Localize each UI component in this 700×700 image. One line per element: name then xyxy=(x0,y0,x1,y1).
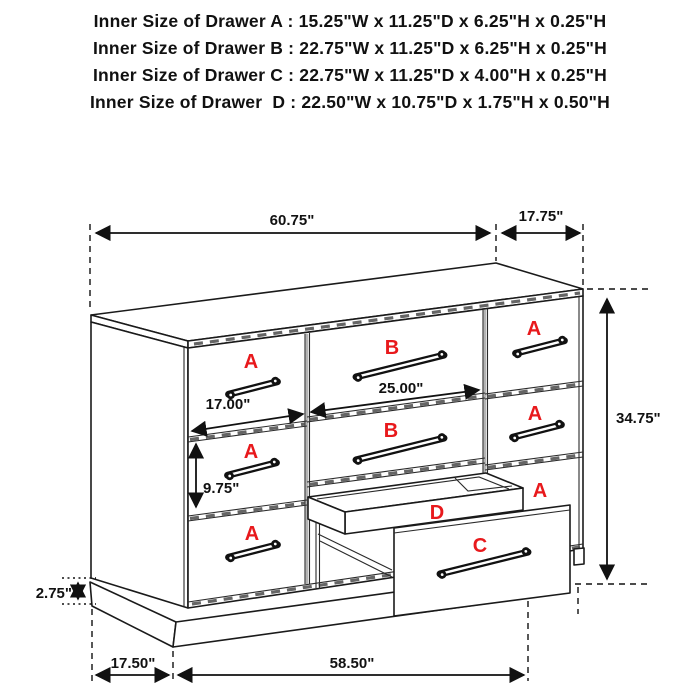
label-drawer-a-right-1: A xyxy=(526,318,542,340)
label-drawer-c: C xyxy=(472,535,488,557)
drawer-a-width-value: 17.00" xyxy=(205,396,251,413)
drawer-b-width-value: 25.00" xyxy=(378,380,424,397)
height-dimension xyxy=(575,289,661,614)
left-side-panel xyxy=(91,322,188,608)
label-tray-d: D xyxy=(429,502,445,524)
base-height-value: 2.75" xyxy=(35,585,72,602)
top-width-value: 60.75" xyxy=(269,212,315,229)
base-height-dimension xyxy=(36,578,96,604)
body-height-value: 34.75" xyxy=(616,410,661,427)
spec-line-drawer-b: Inner Size of Drawer B : 22.75"W x 11.25"D x 6.25"H x 0.25"H xyxy=(92,38,608,58)
label-drawer-a-right-3: A xyxy=(532,480,548,502)
spec-line-drawer-a: Inner Size of Drawer A : 15.25"W x 11.25"D x 6.25"H x 0.25"H xyxy=(93,11,607,31)
top-depth-value: 17.75" xyxy=(518,208,564,225)
right-foot xyxy=(574,548,584,565)
label-drawer-a1: A xyxy=(243,351,259,373)
label-drawer-a2: A xyxy=(243,441,259,463)
label-drawer-b2: B xyxy=(383,420,399,442)
base-width-value: 58.50" xyxy=(329,655,375,672)
label-drawer-a3: A xyxy=(244,523,260,545)
label-drawer-b1: B xyxy=(384,337,400,359)
spec-line-drawer-c: Inner Size of Drawer C : 22.75"W x 11.25"D x 4.00"H x 0.25"H xyxy=(92,65,608,85)
label-drawer-a-right-2: A xyxy=(527,403,543,425)
base-depth-value: 17.50" xyxy=(110,655,156,672)
spec-line-drawer-d: Inner Size of Drawer D : 22.50"W x 10.75"D x 1.75"H x 0.50"H xyxy=(89,92,611,112)
drawer-a-height-value: 9.75" xyxy=(203,480,240,497)
